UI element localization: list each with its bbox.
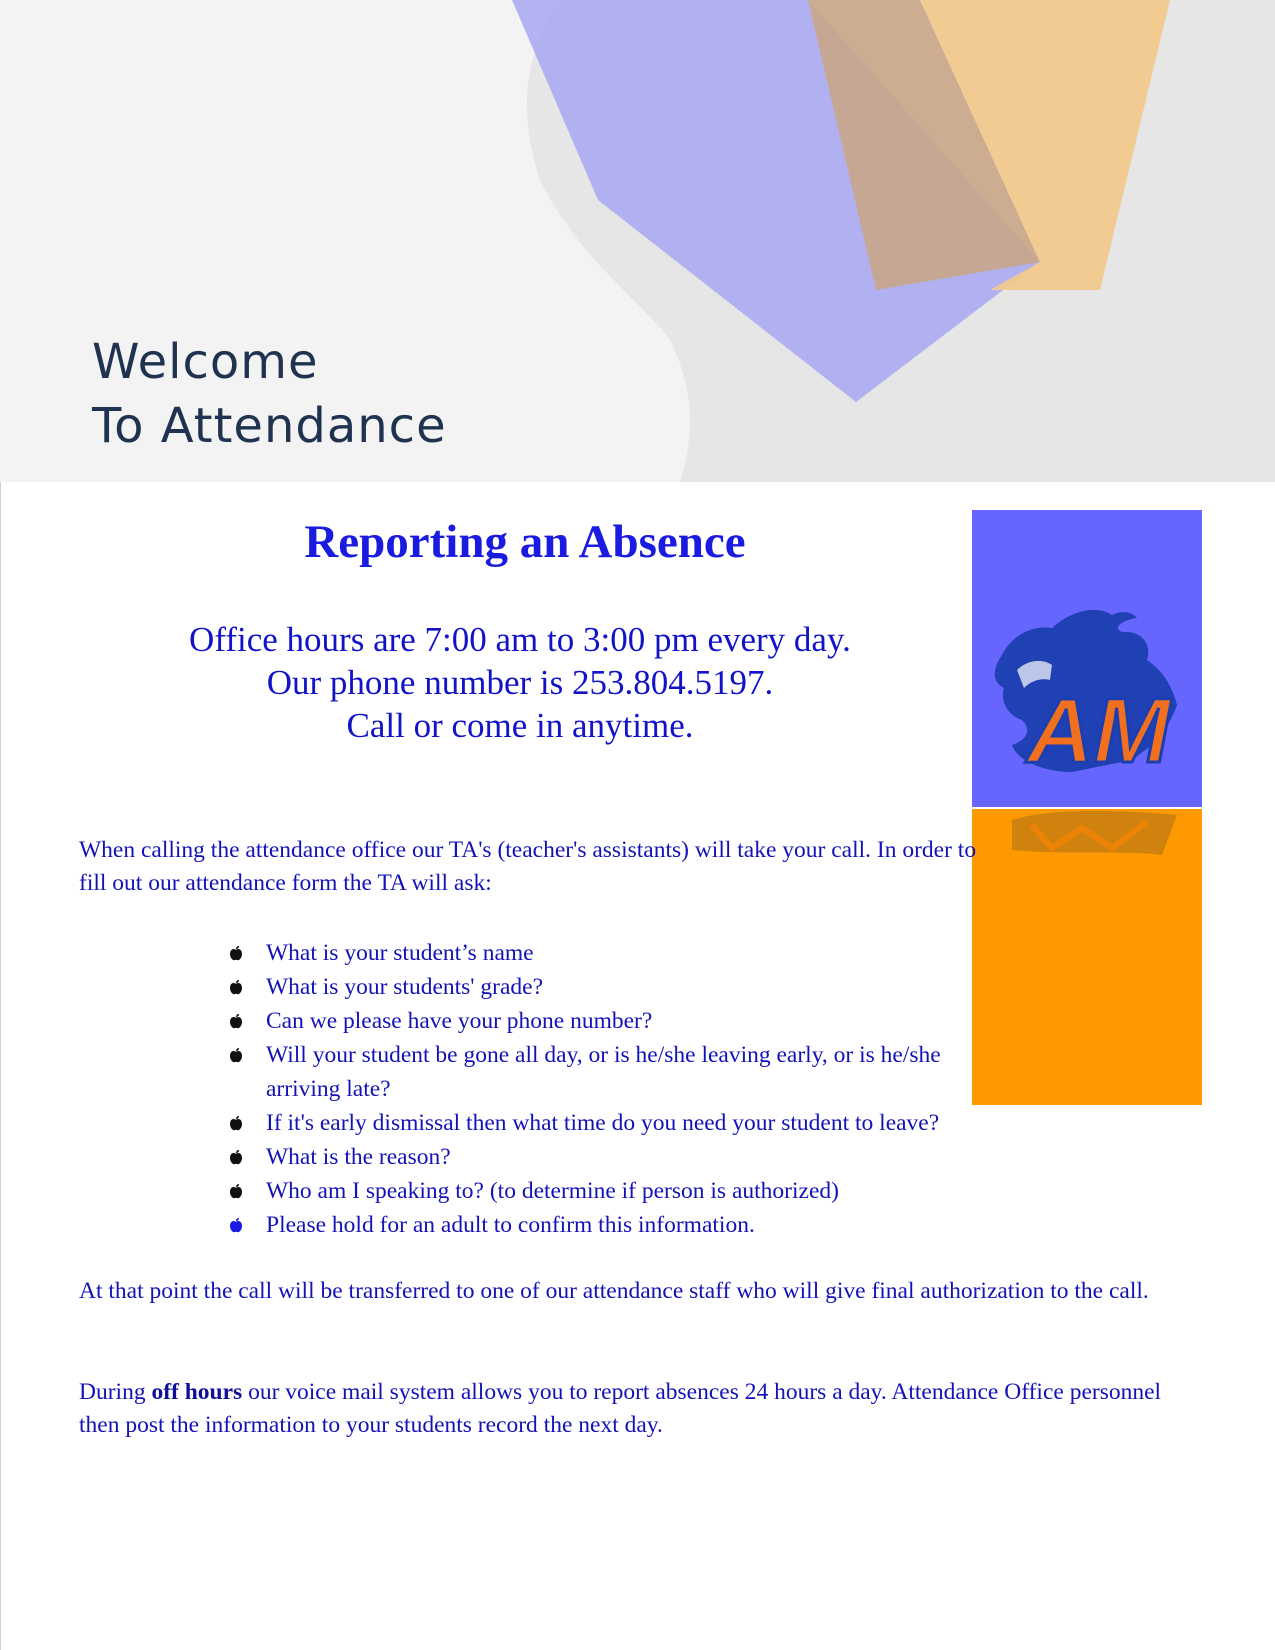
off-hours-suffix: our voice mail system allows you to report absences 24 hours a day. Attendance Office personnel then post the information to your students record the next day. — [79, 1379, 1162, 1438]
apple-bullet-icon — [228, 1149, 244, 1166]
apple-bullet-icon — [228, 1183, 244, 1200]
off-hours-prefix: During — [79, 1379, 152, 1405]
question-text: Will your student be gone all day, or is he/she leaving early, or is he/she arriving late? — [266, 1042, 941, 1102]
page-title: Reporting an Absence — [304, 516, 746, 568]
off-hours-bold: off hours — [151, 1379, 243, 1405]
page-left-border — [0, 482, 1, 1650]
transfer-paragraph: At that point the call will be transferred to one of our attendance staff who will give final authorization to the call. — [79, 1278, 1149, 1304]
apple-bullet-icon — [228, 1047, 244, 1064]
header-banner — [0, 0, 1275, 482]
off-hours-paragraph — [79, 1376, 1199, 1442]
question-text: What is your students' grade? — [266, 974, 544, 1000]
apple-bullet-icon — [228, 1217, 244, 1234]
apple-bullet-icon — [228, 1013, 244, 1030]
list-item — [228, 936, 988, 970]
list-item — [228, 970, 988, 1004]
question-list — [228, 936, 988, 1242]
question-text: If it's early dismissal then what time do you need your student to leave? — [266, 1110, 940, 1136]
list-item — [228, 1004, 988, 1038]
intro-paragraph: When calling the attendance office our TA's (teacher's assistants) will take your call. In order to fill out our attendance form the TA will ask: — [79, 837, 977, 896]
panel-orange — [972, 808, 1202, 1105]
apple-bullet-icon — [228, 1115, 244, 1132]
welcome-line-1: Welcome — [92, 334, 319, 390]
phone-number-line: Our phone number is 253.804.5197. — [266, 663, 774, 702]
list-item — [228, 1038, 956, 1106]
question-text: What is the reason? — [266, 1144, 451, 1170]
question-text: What is your student’s name — [266, 940, 534, 966]
office-hours-line: Office hours are 7:00 am to 3:00 pm every day. — [189, 620, 851, 659]
list-item — [228, 1208, 988, 1242]
logo-letters: AM — [1027, 680, 1171, 782]
apple-bullet-icon — [228, 945, 244, 962]
apple-bullet-icon — [228, 979, 244, 996]
welcome-line-2: To Attendance — [92, 398, 447, 454]
call-anytime-line: Call or come in anytime. — [346, 706, 694, 745]
list-item — [228, 1140, 988, 1174]
welcome-heading — [92, 330, 447, 458]
question-text: Can we please have your phone number? — [266, 1008, 653, 1034]
list-item — [228, 1106, 988, 1140]
list-item — [228, 1174, 988, 1208]
logo-reflection — [1012, 811, 1177, 855]
office-hours-block — [80, 618, 960, 747]
mascot-side-panel — [972, 510, 1202, 1105]
question-text: Please hold for an adult to confirm this information. — [266, 1212, 755, 1238]
question-text: Who am I speaking to? (to determine if person is authorized) — [266, 1178, 839, 1204]
